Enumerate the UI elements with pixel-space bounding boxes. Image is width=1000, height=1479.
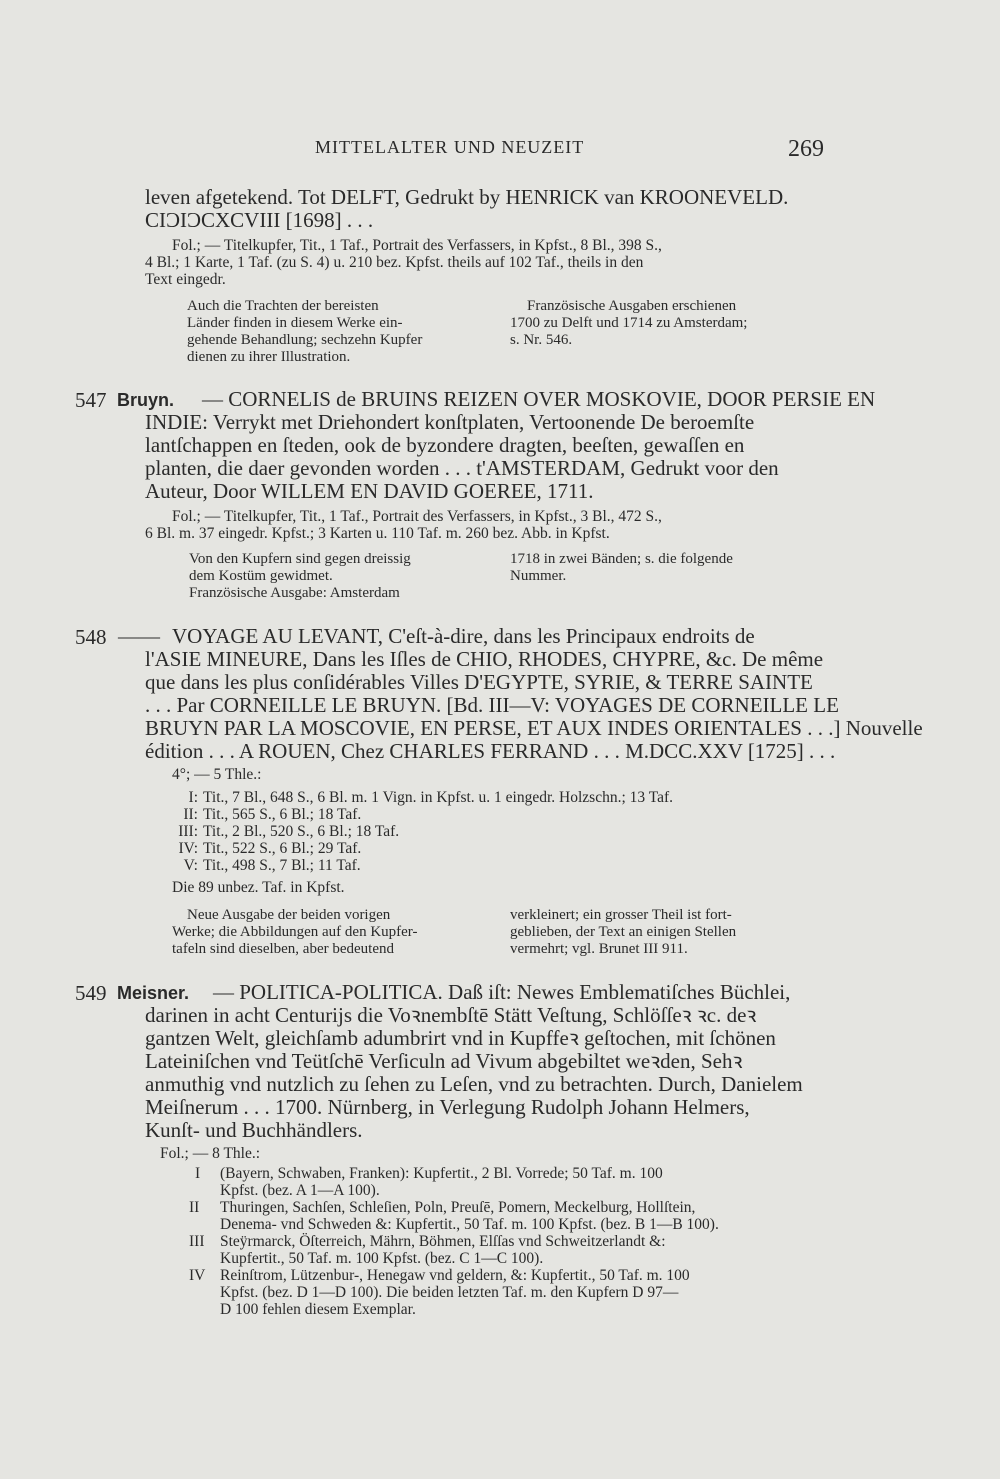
entry-549-vol-1-number: I xyxy=(195,1165,201,1182)
entry-549-line-7: Kunſt- und Buchhändlers. xyxy=(145,1118,363,1142)
entry-549-line-6: Meiſnerum . . . 1700. Nürnberg, in Verlegung Rudolph Johann Helmers, xyxy=(145,1095,750,1119)
entry-547-note-left-1: Von den Kupfern sind gegen dreissig xyxy=(189,551,411,567)
entry-547-note-left-2: dem Kostüm gewidmet. xyxy=(189,568,333,584)
cont-note-left-2: Länder finden in diesem Werke ein- xyxy=(187,315,403,331)
entry-548-line-1: VOYAGE AU LEVANT, C'eſt-à-dire, dans les Principaux endroits de xyxy=(172,624,755,648)
entry-548-vol-2-number: II: xyxy=(183,806,198,823)
entry-548-note-left-2: Werke; die Abbildungen auf den Kupfer- xyxy=(172,924,418,940)
entry-548-note-left-3: tafeln sind dieselben, aber bedeutend xyxy=(172,941,394,957)
entry-549-vol-4-text-3: D 100 fehlen diesem Exemplar. xyxy=(220,1301,416,1318)
cont-note-left-4: dienen zu ihrer Illustration. xyxy=(187,349,351,365)
entry-549-vol-1-text-1: (Bayern, Schwaben, Franken): Kupfertit., 2 Bl. Vorrede; 50 Taf. m. 100 xyxy=(220,1165,663,1182)
entry-547-number: 547 xyxy=(75,388,107,412)
page-number: 269 xyxy=(788,136,824,162)
entry-548-number: 548 xyxy=(75,625,107,649)
cont-collation-3: Text eingedr. xyxy=(145,271,226,288)
entry-548-line-6: édition . . . A ROUEN, Chez CHARLES FERRAND . . . M.DCC.XXV [1725] . . . xyxy=(145,739,836,763)
cont-note-left-1: Auch die Trachten der bereisten xyxy=(187,298,379,314)
entry-547-line-1: — CORNELIS de BRUINS REIZEN OVER MOSKOVIE, DOOR PERSIE EN xyxy=(202,387,876,411)
entry-548-vol-3-text: Tit., 2 Bl., 520 S., 6 Bl.; 18 Taf. xyxy=(203,823,400,840)
entry-547-collation-2: 6 Bl. m. 37 eingedr. Kpfst.; 3 Karten u. 110 Taf. m. 260 bez. Abb. in Kpfst. xyxy=(145,525,610,542)
entry-549-vol-4-text-2: Kpfst. (bez. D 1—D 100). Die beiden letzten Taf. m. den Kupfern D 97— xyxy=(220,1284,679,1301)
entry-549-vol-1-text-2: Kpfst. (bez. A 1—A 100). xyxy=(220,1182,380,1199)
entry-548-dash: —— xyxy=(118,624,160,648)
entry-548-note-right-1: verkleinert; ein grosser Theil ist fort- xyxy=(510,907,732,923)
cont-collation-1: Fol.; — Titelkupfer, Tit., 1 Taf., Portrait des Verfassers, in Kpfst., 8 Bl., 398 S., xyxy=(172,237,662,254)
entry-548-vol-3-number: III: xyxy=(178,823,198,840)
running-header: MITTELALTER UND NEUZEIT xyxy=(315,137,585,157)
entry-548-line-2: l'ASIE MINEURE, Dans les Iſles de CHIO, RHODES, CHYPRE, &c. De même xyxy=(145,647,824,671)
entry-549-vol-2-text-1: Thuringen, Sachſen, Schleſien, Poln, Preuſē, Pomern, Meckelburg, Hollſtein, xyxy=(220,1199,696,1216)
entry-549-line-1: — POLITICA-POLITICA. Daß iſt: Newes Emblematiſches Büchlei, xyxy=(213,980,791,1004)
entry-548-vol-5-text: Tit., 498 S., 7 Bl.; 11 Taf. xyxy=(203,857,361,874)
entry-549-line-2: darinen in acht Centurijs die Voꝛnembſtē Stätt Veſtung, Schlöſſeꝛ ꝛc. deꝛ xyxy=(145,1003,757,1027)
entry-549-number: 549 xyxy=(75,981,107,1005)
entry-548-line-4: . . . Par CORNEILLE LE BRUYN. [Bd. III—V: VOYAGES DE CORNEILLE LE xyxy=(145,693,839,717)
cont-note-right-2: 1700 zu Delft und 1714 zu Amsterdam; xyxy=(510,315,748,331)
cont-collation-2: 4 Bl.; 1 Karte, 1 Taf. (zu S. 4) u. 210 bez. Kpfst. theils auf 102 Taf., theils in den xyxy=(145,254,644,271)
entry-548-line-3: que dans les plus conſidérables Villes D'EGYPTE, SYRIE, & TERRE SAINTE xyxy=(145,670,813,694)
cont-note-right-3: s. Nr. 546. xyxy=(510,332,573,348)
entry-548-vol-1-number: I: xyxy=(188,789,198,806)
entry-548-vol-4-text: Tit., 522 S., 6 Bl.; 29 Taf. xyxy=(203,840,362,857)
entry-549-vol-3-text-1: Steÿrmarck, Öſterreich, Mährn, Böhmen, Elſſas vnd Schweitzerlandt &: xyxy=(220,1233,666,1250)
entry-547-note-right-2: Nummer. xyxy=(510,568,567,584)
entry-549-vol-3-text-2: Kupfertit., 50 Taf. m. 100 Kpfst. (bez. C 1—C 100). xyxy=(220,1250,544,1267)
entry-548-line-5: BRUYN PAR LA MOSCOVIE, EN PERSE, ET AUX INDES ORIENTALES . . .] Nouvelle xyxy=(145,716,923,740)
entry-547-line-3: lantſchappen en ſteden, ook de byzondere dragten, beeſten, gewaſſen en xyxy=(145,433,745,457)
entry-548-summary: Die 89 unbez. Taf. in Kpfst. xyxy=(172,879,345,896)
entry-549-vol-2-number: II xyxy=(189,1199,200,1216)
entry-548-vol-5-number: V: xyxy=(183,857,198,874)
cont-line-1: leven afgetekend. Tot DELFT, Gedrukt by HENRICK van KROONEVELD. xyxy=(145,185,789,209)
entry-549-line-3: gantzen Welt, gleichſamb adumbrirt vnd in Kupffeꝛ geſtochen, mit ſchönen xyxy=(145,1026,776,1050)
entry-548-vol-4-number: IV: xyxy=(178,840,198,857)
entry-547-author: Bruyn. xyxy=(117,390,175,410)
entry-549-vol-3-number: III xyxy=(189,1233,205,1250)
entry-547-line-5: Auteur, Door WILLEM EN DAVID GOEREE, 1711. xyxy=(145,479,594,503)
entry-549-line-4: Lateiniſchen vnd Teütſchē Verſiculn ad Vivum abgebiltet weꝛden, Sehꝛ xyxy=(145,1049,743,1073)
entry-547-line-4: planten, die daer gevonden worden . . . t'AMSTERDAM, Gedrukt voor den xyxy=(145,456,779,480)
entry-548-format: 4°; — 5 Thle.: xyxy=(172,766,262,783)
cont-note-left-3: gehende Behandlung; sechzehn Kupfer xyxy=(187,332,423,348)
entry-549-vol-4-number: IV xyxy=(189,1267,206,1284)
entry-549-format: Fol.; — 8 Thle.: xyxy=(160,1145,261,1162)
entry-547-note-left-3: Französische Ausgabe: Amsterdam xyxy=(189,585,400,601)
entry-548-note-right-3: vermehrt; vgl. Brunet III 911. xyxy=(510,941,688,957)
entry-549-vol-4-text-1: Reinſtrom, Lützenbur-, Henegaw vnd geldern, &: Kupfertit., 50 Taf. m. 100 xyxy=(220,1267,690,1284)
cont-line-2: CIƆIƆCXCVIII [1698] . . . xyxy=(145,208,374,232)
entry-547-collation-1: Fol.; — Titelkupfer, Tit., 1 Taf., Portrait des Verfassers, in Kpfst., 3 Bl., 472 S., xyxy=(172,508,662,525)
entry-548-note-right-2: geblieben, der Text an einigen Stellen xyxy=(510,924,737,940)
entry-547-note-right-1: 1718 in zwei Bänden; s. die folgende xyxy=(510,551,733,567)
entry-549-vol-2-text-2: Denema- vnd Schweden &: Kupfertit., 50 Taf. m. 100 Kpfst. (bez. B 1—B 100). xyxy=(220,1216,719,1233)
entry-547-line-2: INDIE: Verrykt met Driehondert konſtplaten, Vertoonende De beroemſte xyxy=(145,410,755,434)
entry-549-line-5: anmuthig vnd nutzlich zu ſehen zu Leſen, vnd zu betrachten. Durch, Danielem xyxy=(145,1072,803,1096)
entry-548-vol-1-text: Tit., 7 Bl., 648 S., 6 Bl. m. 1 Vign. in Kpfst. u. 1 eingedr. Holzschn.; 13 Taf. xyxy=(203,789,674,806)
entry-549-author: Meisner. xyxy=(117,983,190,1003)
entry-548-note-left-1: Neue Ausgabe der beiden vorigen xyxy=(187,907,391,923)
cont-note-right-1: Französische Ausgaben erschienen xyxy=(527,298,737,314)
entry-548-vol-2-text: Tit., 565 S., 6 Bl.; 18 Taf. xyxy=(203,806,362,823)
